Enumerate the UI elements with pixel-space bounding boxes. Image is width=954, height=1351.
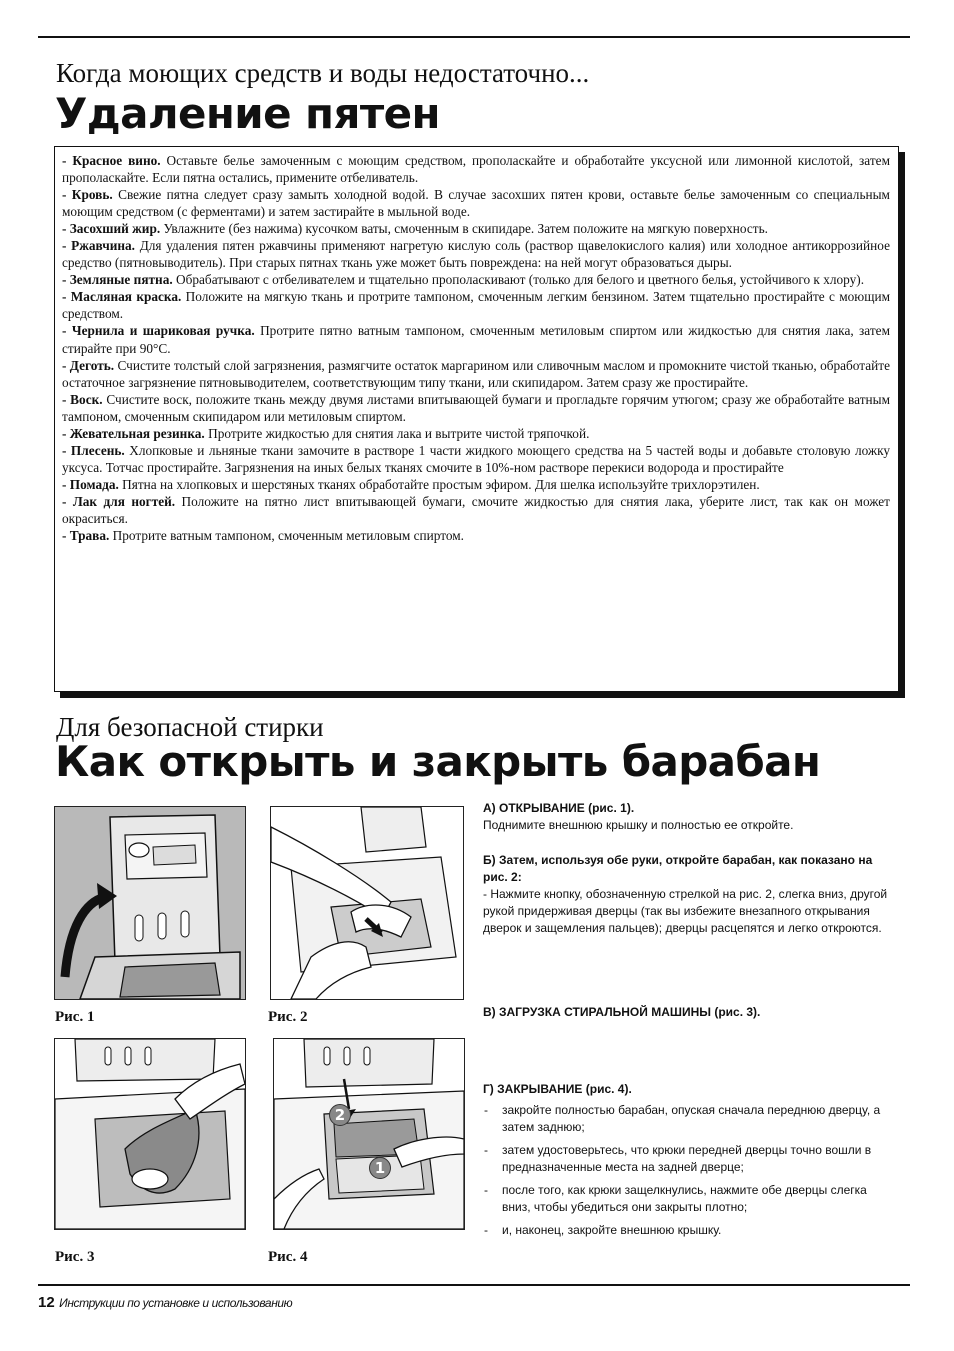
instruction-closing — [483, 1081, 893, 1245]
section-subtitle-drum: Для безопасной стирки — [56, 712, 324, 742]
figure-4-caption: Рис. 4 — [268, 1249, 308, 1265]
instruction-b-text: - Нажмите кнопку, обозначенную стрелкой на рис. 2, слегка вниз, другой рукой придерживая дверцы (так вы избежите внезапного открывания дверок и защемления пальцев); дверцы расцепятся и легко откроются. — [483, 887, 888, 935]
top-rule — [38, 36, 910, 38]
instruction-b-heading: Б) Затем, используя обе руки, откройте барабан, как показано на рис. 2: — [483, 853, 873, 884]
footer-text: Инструкции по установке и использованию — [59, 1296, 293, 1310]
stain-item: - Трава. Протрите ватным тампоном, смоченным метиловым спиртом. — [62, 528, 464, 544]
figure-2-drawing — [271, 807, 463, 999]
section-title-stains: Удаление пятен — [55, 89, 440, 138]
stain-item: - Кровь. Свежие пятна следует сразу замыть холодной водой. В случае засохших пятен крови, оставьте белье замоченным со специальным моющим средством (с ферментами) и затем застирайте в мыльной воде. — [62, 187, 890, 220]
list-item: - после того, как крюки защелкнулись, нажмите обе дверцы слегка вниз, чтобы убедиться они закрыты плотно; — [483, 1182, 893, 1216]
figure-1-drawing — [55, 807, 245, 999]
figure-4-drawing — [274, 1039, 464, 1229]
closing-steps-list — [483, 1102, 893, 1239]
figure-3-drawing — [55, 1039, 245, 1229]
figure-1-illustration — [54, 806, 246, 1000]
stain-item: - Засохший жир. Увлажните (без нажима) кусочком ваты, смоченным в скипидаре. Затем положите на мягкую поверхность. — [62, 221, 768, 237]
instruction-open-drum — [483, 852, 893, 937]
stain-removal-box — [54, 146, 899, 692]
step-marker-2: 2 — [329, 1104, 351, 1126]
instruction-c-heading: В) ЗАГРУЗКА СТИРАЛЬНОЙ МАШИНЫ (рис. 3). — [483, 1005, 761, 1019]
figure-4-illustration — [273, 1038, 465, 1230]
instruction-d-heading: Г) ЗАКРЫВАНИЕ (рис. 4). — [483, 1082, 632, 1096]
stain-item: - Воск. Счистите воск, положите ткань между двумя листами впитывающей бумаги и прогладьте горячим утюгом; сразу же обработайте ватным тампоном, смоченным скипидаром или метиловым спиртом. — [62, 391, 890, 424]
instruction-loading — [483, 1004, 893, 1021]
instruction-a-heading: А) ОТКРЫВАНИЕ (рис. 1). — [483, 801, 635, 815]
stain-item: - Красное вино. Оставьте белье замоченным с моющим средством, прополаскайте и обработайте уксусной или лимонной кислотой, затем прополаскайте. Если пятна остались, примените отбеливатель. — [62, 153, 890, 186]
list-item: - затем удостоверьтесь, что крюки передней дверцы точно вошли в предназначенные места на задней дверце; — [483, 1142, 893, 1176]
figure-3-caption: Рис. 3 — [55, 1249, 95, 1265]
figure-2-illustration — [270, 806, 464, 1000]
stain-item: - Ржавчина. Для удаления пятен ржавчины применяют нагретую кислую соль (раствор щавелокислого калия) или холодное антикоррозийное средство (пятновыводитель). При старых пятнах ткань уже может быть повреждена: на ней могут образоваться дыры. — [62, 238, 890, 271]
stain-item: - Чернила и шариковая ручка. Протрите пятно ватным тампоном, смоченным метиловым спиртом или жидкостью для снятия лака, затем стирайте при 90°C. — [62, 323, 890, 356]
list-item: - закройте полностью барабан, опуская сначала переднюю дверцу, а затем заднюю; — [483, 1102, 893, 1136]
section-subtitle-stains: Когда моющих средств и воды недостаточно... — [56, 58, 590, 88]
instruction-opening — [483, 800, 893, 834]
stain-item: - Лак для ногтей. Положите на пятно лист впитывающей бумаги, смочите жидкостью для снятия лака, уберите лист, так как он может окраситься. — [62, 493, 890, 526]
section-title-drum: Как открыть и закрыть барабан — [55, 737, 821, 786]
page-footer — [38, 1294, 292, 1312]
figure-3-illustration — [54, 1038, 246, 1230]
figure-1-caption: Рис. 1 — [55, 1009, 95, 1025]
bottom-rule — [38, 1284, 910, 1286]
stain-item: - Плесень. Хлопковые и льняные ткани замочите в растворе 1 части жидкого моющего средства на 5 частей воды и добавьте столовую ложку уксуса. Тотчас простирайте. Загрязнения на иных белых тканях смочите в 10%-ном растворе перекиси водорода и простирайте — [62, 442, 891, 475]
instruction-a-text: Поднимите внешнюю крышку и полностью ее откройте. — [483, 818, 794, 832]
step-marker-1: 1 — [369, 1157, 391, 1179]
stain-item: - Помада. Пятна на хлопковых и шерстяных тканях обработайте простым эфиром. Для шелка используйте трихлорэтилен. — [62, 476, 760, 492]
stain-item: - Деготь. Счистите толстый слой загрязнения, размягчите остаток маргарином или сливочным маслом и промокните чистой тканью, обработайте остаточное загрязнение пятновыводителем, соответствующим типу ткани, или скипидаром. Затем сразу же простирайте. — [62, 357, 890, 390]
stain-item: - Жевательная резинка. Протрите жидкостью для снятия лака и вытрите чистой тряпочкой. — [62, 425, 590, 441]
stain-item: - Масляная краска. Положите на мягкую ткань и протрите тампоном, смоченным легким бензином. Затем тщательно простирайте с моющим средством. — [62, 289, 890, 322]
figure-2-caption: Рис. 2 — [268, 1009, 308, 1025]
page-number: 12 — [38, 1294, 55, 1311]
list-item: - и, наконец, закройте внешнюю крышку. — [483, 1222, 893, 1239]
stain-item: - Земляные пятна. Обрабатывают с отбеливателем и тщательно прополаскивают (только для белого и цветного белья, устойчивого к хлору). — [62, 272, 865, 288]
